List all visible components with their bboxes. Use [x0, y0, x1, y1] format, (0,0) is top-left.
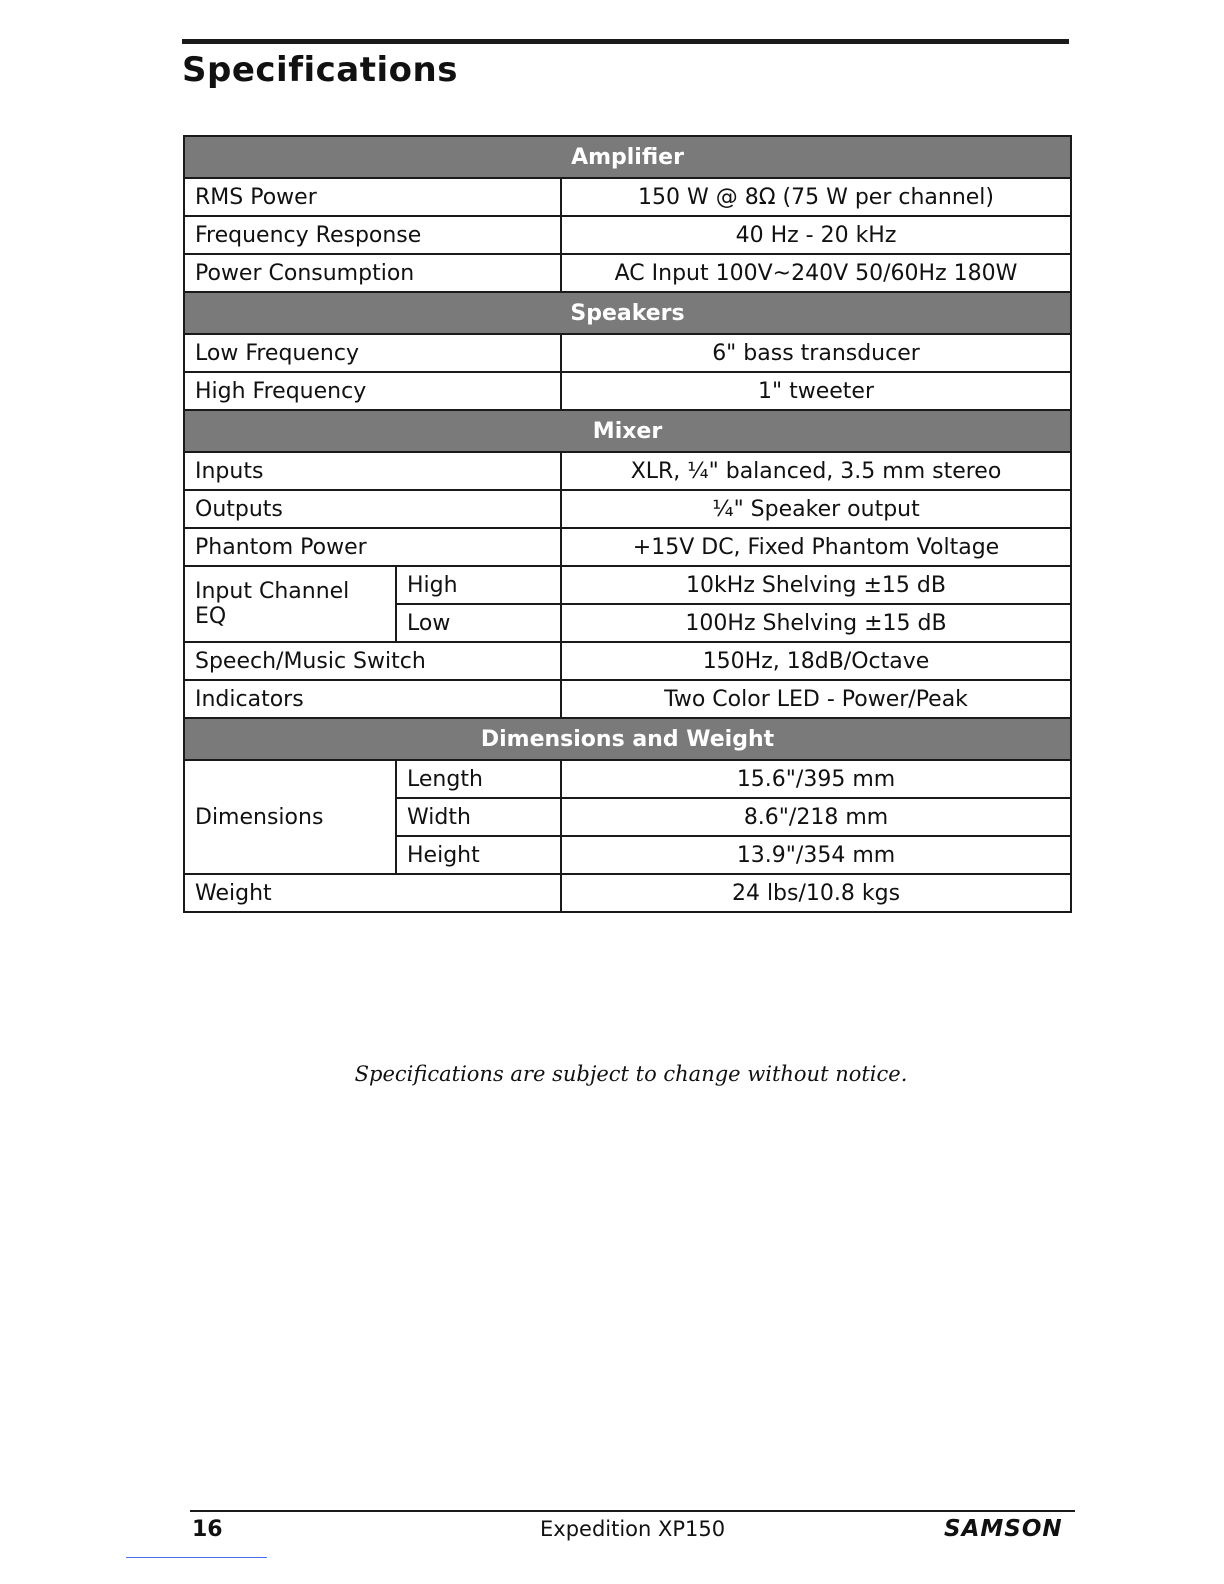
table-row	[184, 490, 1071, 528]
footer-model-name: Expedition XP150	[540, 1517, 726, 1541]
table-row	[184, 566, 1071, 604]
spec-value: AC Input 100V~240V 50/60Hz 180W	[561, 254, 1071, 292]
spec-label: Speech/Music Switch	[184, 642, 561, 680]
spec-label: Input Channel EQ	[184, 566, 396, 642]
spec-value: 40 Hz - 20 kHz	[561, 216, 1071, 254]
spec-label: Dimensions	[184, 760, 396, 874]
section-heading: Dimensions and Weight	[184, 718, 1071, 760]
table-row	[184, 372, 1071, 410]
spec-value: 6" bass transducer	[561, 334, 1071, 372]
spec-label: RMS Power	[184, 178, 561, 216]
spec-label: Phantom Power	[184, 528, 561, 566]
table-row	[184, 680, 1071, 718]
table-row	[184, 760, 1071, 798]
spec-value: ¼" Speaker output	[561, 490, 1071, 528]
section-header-row	[184, 136, 1071, 178]
spec-sublabel: High	[396, 566, 561, 604]
spec-value: +15V DC, Fixed Phantom Voltage	[561, 528, 1071, 566]
spec-value: 13.9"/354 mm	[561, 836, 1071, 874]
spec-label: Indicators	[184, 680, 561, 718]
spec-label: Weight	[184, 874, 561, 912]
spec-label: High Frequency	[184, 372, 561, 410]
table-row	[184, 642, 1071, 680]
footer-rule	[190, 1510, 1075, 1512]
table-row	[184, 254, 1071, 292]
spec-value: 1" tweeter	[561, 372, 1071, 410]
table-row	[184, 528, 1071, 566]
spec-label: Power Consumption	[184, 254, 561, 292]
spec-value: 15.6"/395 mm	[561, 760, 1071, 798]
specifications-table	[183, 135, 1072, 913]
spec-value: 100Hz Shelving ±15 dB	[561, 604, 1071, 642]
table-row	[184, 178, 1071, 216]
section-heading: Amplifier	[184, 136, 1071, 178]
section-header-row	[184, 292, 1071, 334]
spec-sublabel: Width	[396, 798, 561, 836]
section-heading: Speakers	[184, 292, 1071, 334]
spec-label: Outputs	[184, 490, 561, 528]
section-header-row	[184, 718, 1071, 760]
spec-sublabel: Height	[396, 836, 561, 874]
brand-logo: SAMSON	[944, 1516, 1063, 1542]
spec-value: 150 W @ 8Ω (75 W per channel)	[561, 178, 1071, 216]
table-row	[184, 216, 1071, 254]
table-row	[184, 452, 1071, 490]
top-rule	[182, 39, 1069, 44]
spec-value: XLR, ¼" balanced, 3.5 mm stereo	[561, 452, 1071, 490]
table-row	[184, 334, 1071, 372]
spec-sublabel: Low	[396, 604, 561, 642]
spec-label: Low Frequency	[184, 334, 561, 372]
spec-value: 150Hz, 18dB/Octave	[561, 642, 1071, 680]
page-number: 16	[192, 1517, 223, 1542]
scan-artifact-line	[126, 1557, 267, 1558]
table-row	[184, 874, 1071, 912]
spec-value: 24 lbs/10.8 kgs	[561, 874, 1071, 912]
spec-value: 10kHz Shelving ±15 dB	[561, 566, 1071, 604]
section-header-row	[184, 410, 1071, 452]
disclaimer-note: Specifications are subject to change without notice.	[354, 1062, 908, 1086]
spec-value: Two Color LED - Power/Peak	[561, 680, 1071, 718]
spec-value: 8.6"/218 mm	[561, 798, 1071, 836]
section-heading: Mixer	[184, 410, 1071, 452]
spec-label: Inputs	[184, 452, 561, 490]
page-title: Specifications	[182, 50, 458, 90]
spec-label: Frequency Response	[184, 216, 561, 254]
spec-sublabel: Length	[396, 760, 561, 798]
